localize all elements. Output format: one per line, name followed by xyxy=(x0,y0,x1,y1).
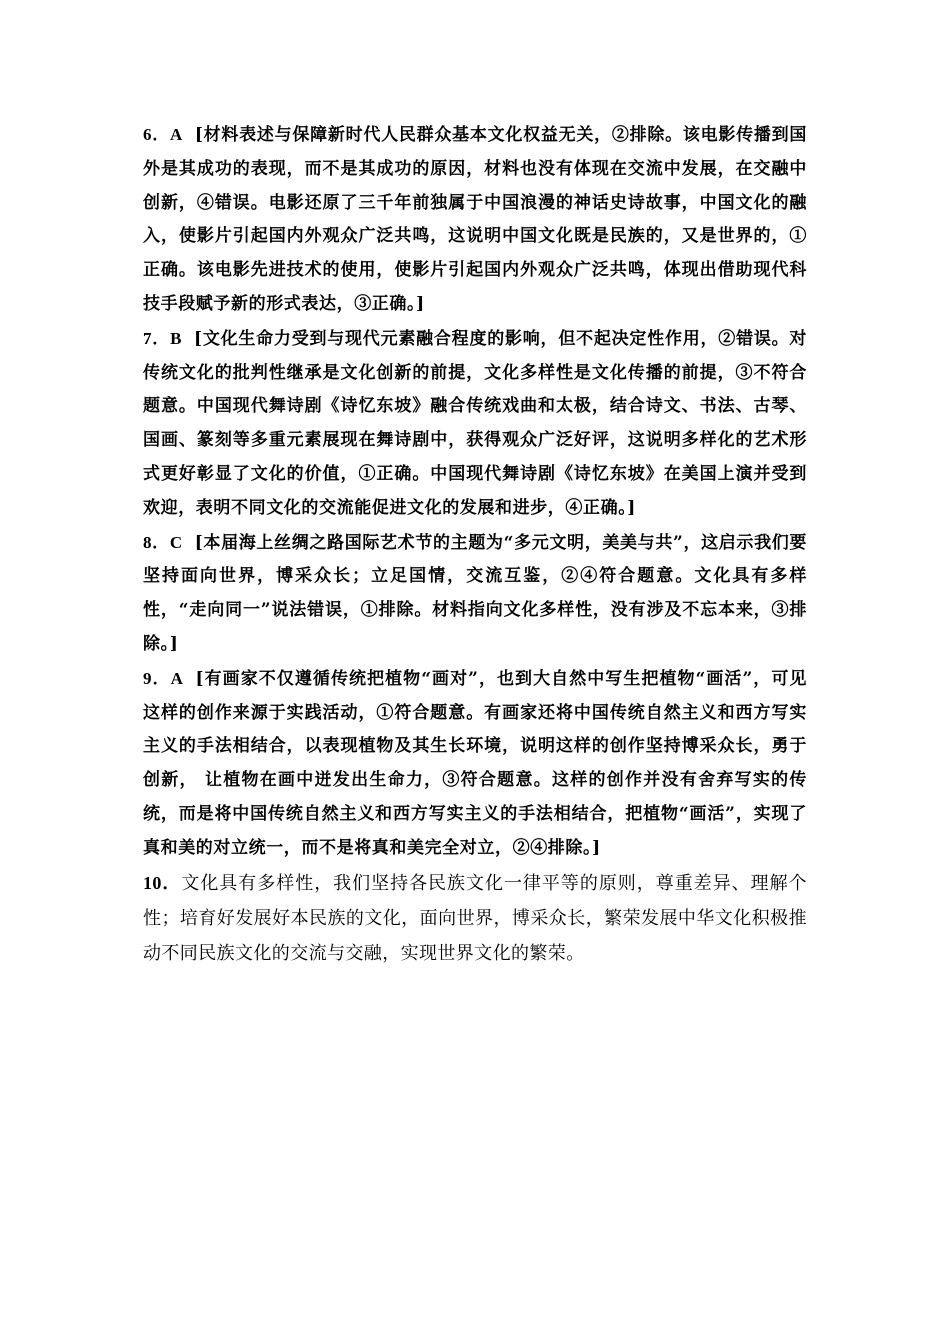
answer-item-8 xyxy=(143,526,807,662)
answer-item-7 xyxy=(143,322,807,526)
answer-choice: C xyxy=(169,532,183,552)
question-number: 8． xyxy=(143,532,170,552)
answer-item-6 xyxy=(143,118,807,322)
question-number: 9． xyxy=(143,668,171,688)
answer-explanation: [文化生命力受到与现代元素融合程度的影响，但不起决定性作用，②错误。对传统文化的批判性继承是文化创新的前提，文化多样性是文化传播的前提，③不符合题意。中国现代舞诗剧《诗忆东坡》融合传统戏曲和太极，结合诗文、书法、古琴、国画、篆刻等多重元素展现在舞诗剧中，获得观众广泛好评，这说明多样化的艺术形式更好彰显了文化的价值，①正确。中国现代舞诗剧《诗忆东坡》在美国上演并受到欢迎，表明不同文化的交流能促进文化的发展和进步，④正确。] xyxy=(143,328,808,518)
answer-choice: A xyxy=(170,668,184,688)
answer-choice: B xyxy=(170,328,183,348)
essay-answer-text: 文化具有多样性，我们坚持各民族文化一律平等的原则，尊重差异、理解个性；培育好发展好本民族的文化，面向世界，博采众长，繁荣发展中华文化积极推动不同民族文化的交流与交融，实现世界文化的繁荣。 xyxy=(143,872,807,964)
answer-key-page xyxy=(143,118,807,971)
answer-explanation: [材料表述与保障新时代人民群众基本文化权益无关，②排除。该电影传播到国外是其成功的表现，而不是其成功的原因，材料也没有体现在交流中发展，在交融中创新，④错误。电影还原了三千年前独属于中国浪漫的神话史诗故事，中国文化的融入，使影片引起国内外观众广泛共鸣，这说明中国文化既是民族的，又是世界的，①正确。该电影先进技术的使用，使影片引起国内外观众广泛共鸣，体现出借助现代科技手段赋予新的形式表达，③正确。] xyxy=(143,125,807,314)
answer-explanation: [本届海上丝绸之路国际艺术节的主题为“多元文明，美美与共”，这启示我们要坚持面向世界，博采众长；立足国情，交流互鉴，②④符合题意。文化具有多样性，“走向同一”说法错误，①排除。材料指向文化多样性，没有涉及不忘本来，③排除。] xyxy=(143,532,808,654)
question-number: 6． xyxy=(143,125,170,144)
answer-explanation: [有画家不仅遵循传统把植物“画对”，也到大自然中写生把植物“画活”，可见这样的创作来源于实践活动，①符合题意。有画家还将中国传统自然主义和西方写实主义的手法相结合，以表现植物及其生长环境，说明这样的创作坚持博采众长，勇于创新， 让植物在画中迸发出生命力，③符合题意。这样的创作并没有舍弃写实的传统，而是将中国传统自然主义和西方写实主义的手法相结合，把植物“画活”，实现了真和美的对立统一，而不是将真和美完全对立，②④排除。] xyxy=(143,668,807,858)
question-number: 10． xyxy=(143,872,182,893)
answer-item-9 xyxy=(143,662,807,866)
answer-item-10 xyxy=(143,866,807,971)
question-number: 7． xyxy=(143,328,171,348)
answer-choice: A xyxy=(170,125,183,144)
